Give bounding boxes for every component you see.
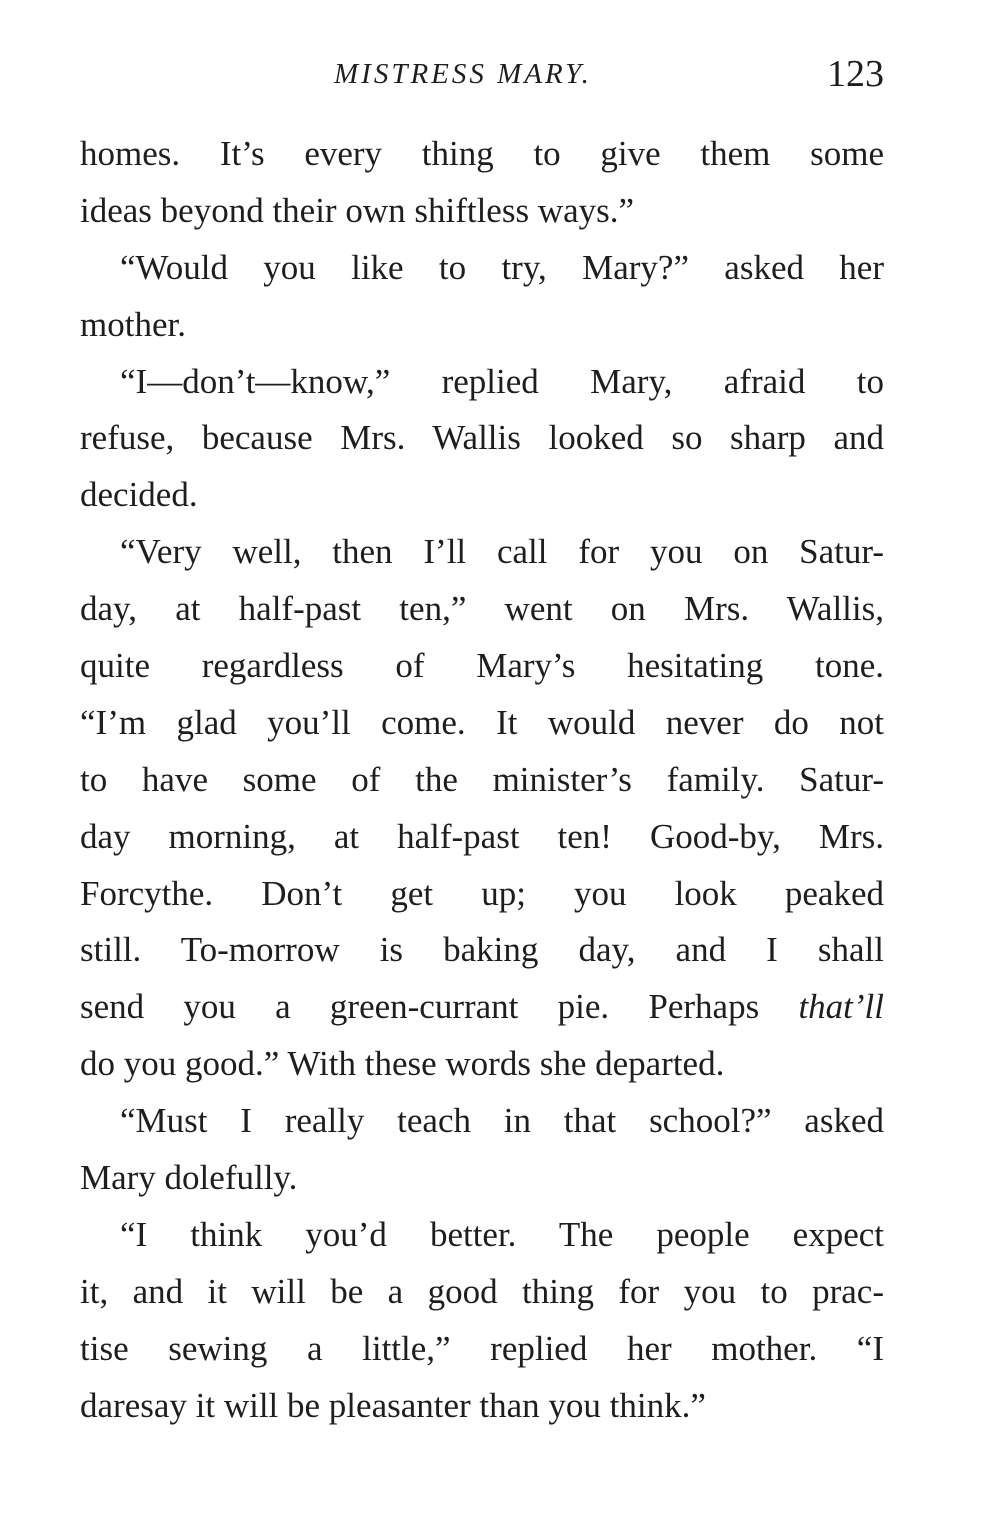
- text-line: “Would you like to try, Mary?” asked her: [120, 247, 884, 287]
- text-line: homes. It’s every thing to give them some: [80, 134, 884, 173]
- text-line: Forcythe. Don’t get up; you look peaked: [80, 873, 884, 913]
- text-line: still. To-morrow is baking day, and I shall: [80, 930, 884, 970]
- page-number: 123: [827, 53, 884, 95]
- body-text: [80, 126, 884, 1434]
- text-line: ideas beyond their own shiftless ways.”: [80, 190, 635, 230]
- text-line: decided.: [80, 475, 198, 515]
- text-line: refuse, because Mrs. Wallis looked so sharp and: [80, 418, 884, 458]
- running-head: [80, 52, 884, 104]
- text-line: day, at half-past ten,” went on Mrs. Wallis,: [80, 589, 884, 629]
- text-line: do you good.” With these words she departed.: [80, 1044, 725, 1084]
- running-title: MISTRESS MARY.: [334, 58, 592, 90]
- text-line: Mary dolefully.: [80, 1158, 298, 1198]
- text-line: “Must I really teach in that school?” asked: [120, 1101, 884, 1141]
- text-line: “I—don’t—know,” replied Mary, afraid to: [120, 361, 884, 401]
- text-line: “Very well, then I’ll call for you on Satur-: [120, 532, 884, 572]
- text-line: tise sewing a little,” replied her mother. “I: [80, 1328, 884, 1368]
- text-line: day morning, at half-past ten! Good-by, Mrs.: [80, 816, 884, 856]
- text-line: “I think you’d better. The people expect: [120, 1214, 884, 1254]
- text-line: [80, 979, 884, 1036]
- text-line-plain: send you a green-currant pie. Perhaps: [80, 987, 799, 1027]
- text-line: mother.: [80, 304, 186, 344]
- text-line: daresay it will be pleasanter than you think.”: [80, 1385, 706, 1425]
- text-line: quite regardless of Mary’s hesitating tone.: [80, 646, 884, 686]
- text-line: it, and it will be a good thing for you to prac-: [80, 1271, 884, 1311]
- text-line: “I’m glad you’ll come. It would never do not: [80, 702, 884, 742]
- italic-word: that’ll: [798, 987, 884, 1027]
- text-line: to have some of the minister’s family. Satur-: [80, 759, 884, 799]
